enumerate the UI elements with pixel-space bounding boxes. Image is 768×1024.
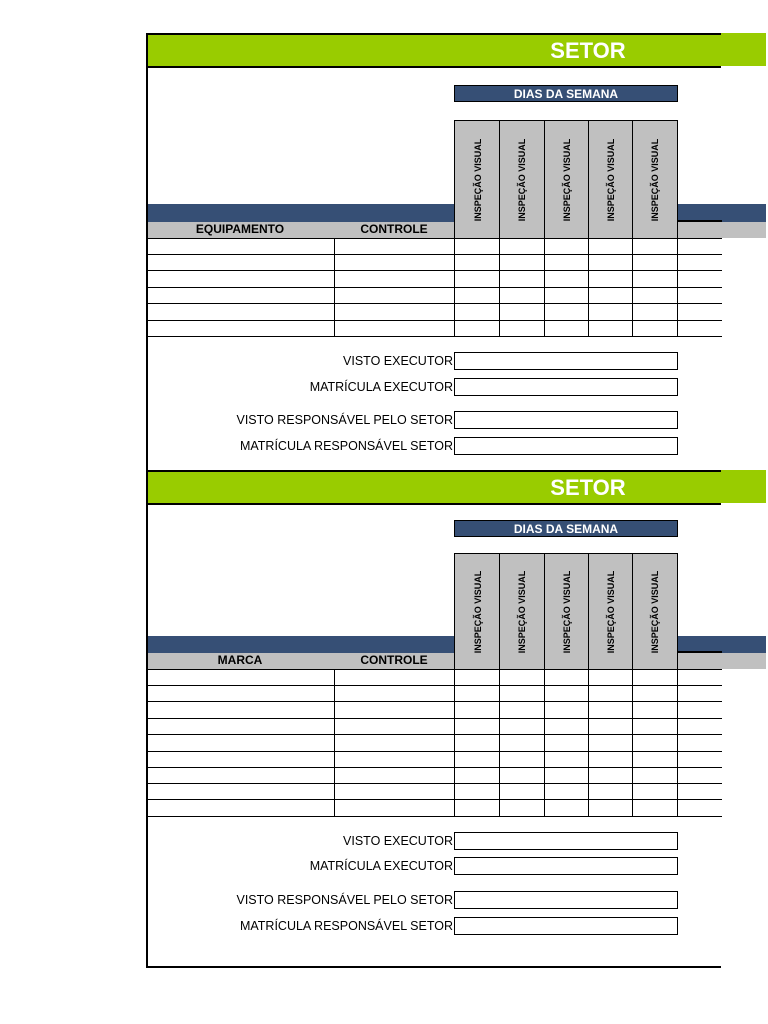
section-2-header-strip <box>146 636 455 653</box>
section-1-matricula-executor-field[interactable] <box>454 378 678 396</box>
section-1-visto-responsavel-label: VISTO RESPONSÁVEL PELO SETOR <box>236 413 453 427</box>
section-2-days-header: DIAS DA SEMANA <box>454 520 678 537</box>
section-2-marca-header: MARCA <box>217 653 263 667</box>
table-row-line <box>146 816 722 817</box>
section-1-day-header-1: INSPEÇÃO VISUAL <box>454 120 500 238</box>
section-1-visto-executor-label: VISTO EXECUTOR <box>343 354 453 368</box>
section-2-title: SETOR <box>550 475 626 500</box>
section-1-title-bar-extension <box>721 33 766 66</box>
table-col-line <box>632 238 633 337</box>
table-col-line <box>499 238 500 337</box>
table-row-line <box>146 701 722 702</box>
table-row-line <box>146 734 722 735</box>
section-1-matricula-responsavel-label: MATRÍCULA RESPONSÁVEL SETOR <box>239 439 453 453</box>
section-1-matricula-executor-label: MATRÍCULA EXECUTOR <box>309 380 453 394</box>
section-2-visto-responsavel-label: VISTO RESPONSÁVEL PELO SETOR <box>236 893 453 907</box>
section-2-matricula-executor-label: MATRÍCULA EXECUTOR <box>309 859 453 873</box>
table-col-line <box>588 669 589 817</box>
section-1-control-header: CONTROLE <box>360 222 428 236</box>
section-2-day-header-1: INSPEÇÃO VISUAL <box>454 553 500 669</box>
section-2-matricula-responsavel-label: MATRÍCULA RESPONSÁVEL SETOR <box>239 919 453 933</box>
section-2-matricula-executor-field[interactable] <box>454 857 678 875</box>
section-1-day-header-2: INSPEÇÃO VISUAL <box>499 120 544 238</box>
table-col-line <box>334 669 335 817</box>
table-row-line <box>146 751 722 752</box>
section-1-column-header-row-right <box>678 222 766 238</box>
section-2-visto-responsavel-field[interactable] <box>454 891 678 909</box>
table-row-line <box>146 669 722 670</box>
table-col-line <box>632 669 633 817</box>
section-2-title-bar-extension <box>721 470 766 503</box>
section-2-visto-executor-label: VISTO EXECUTOR <box>343 834 453 848</box>
section-2-control-header: CONTROLE <box>360 653 428 667</box>
table-row-line <box>146 799 722 800</box>
table-row-line <box>146 767 722 768</box>
table-col-line <box>588 238 589 337</box>
section-1-day-header-4: INSPEÇÃO VISUAL <box>588 120 633 238</box>
section-1-day-header-3: INSPEÇÃO VISUAL <box>544 120 589 238</box>
section-1-visto-executor-field[interactable] <box>454 352 678 370</box>
section-1-day-header-5: INSPEÇÃO VISUAL <box>632 120 678 238</box>
section-1-header-strip <box>146 204 455 222</box>
section-2-matricula-responsavel-field[interactable] <box>454 917 678 935</box>
table-col-line <box>454 238 455 337</box>
section-1-days-header: DIAS DA SEMANA <box>454 85 678 102</box>
table-row-line <box>146 303 722 304</box>
section-1-title: SETOR <box>550 38 626 63</box>
table-row-line <box>146 270 722 271</box>
table-col-line <box>334 238 335 337</box>
table-col-line <box>677 669 678 817</box>
section-2-day-header-5: INSPEÇÃO VISUAL <box>632 553 678 669</box>
section-1-matricula-responsavel-field[interactable] <box>454 437 678 455</box>
section-1-equipment-header: EQUIPAMENTO <box>195 222 285 236</box>
table-row-line <box>146 238 722 239</box>
table-row-line <box>146 336 722 337</box>
section-1-table-grid <box>146 238 722 337</box>
section-1-title-bottom-border <box>146 66 721 68</box>
section-2-visto-executor-field[interactable] <box>454 832 678 850</box>
table-row-line <box>146 718 722 719</box>
table-col-line <box>544 669 545 817</box>
section-2-title-bottom-border <box>146 503 721 505</box>
section-1-visto-responsavel-field[interactable] <box>454 411 678 429</box>
table-row-line <box>146 783 722 784</box>
table-col-line <box>454 669 455 817</box>
table-col-line <box>544 238 545 337</box>
section-2-day-header-4: INSPEÇÃO VISUAL <box>588 553 633 669</box>
table-col-line <box>677 238 678 337</box>
section-2-bottom-border <box>146 966 721 968</box>
table-row-line <box>146 287 722 288</box>
table-row-line <box>146 685 722 686</box>
section-2-table-grid <box>146 669 722 817</box>
left-border <box>146 33 148 968</box>
table-row-line <box>146 320 722 321</box>
section-2-column-header-row-right <box>678 653 766 669</box>
section-2-day-header-3: INSPEÇÃO VISUAL <box>544 553 589 669</box>
table-col-line <box>499 669 500 817</box>
table-row-line <box>146 254 722 255</box>
section-2-day-header-2: INSPEÇÃO VISUAL <box>499 553 544 669</box>
